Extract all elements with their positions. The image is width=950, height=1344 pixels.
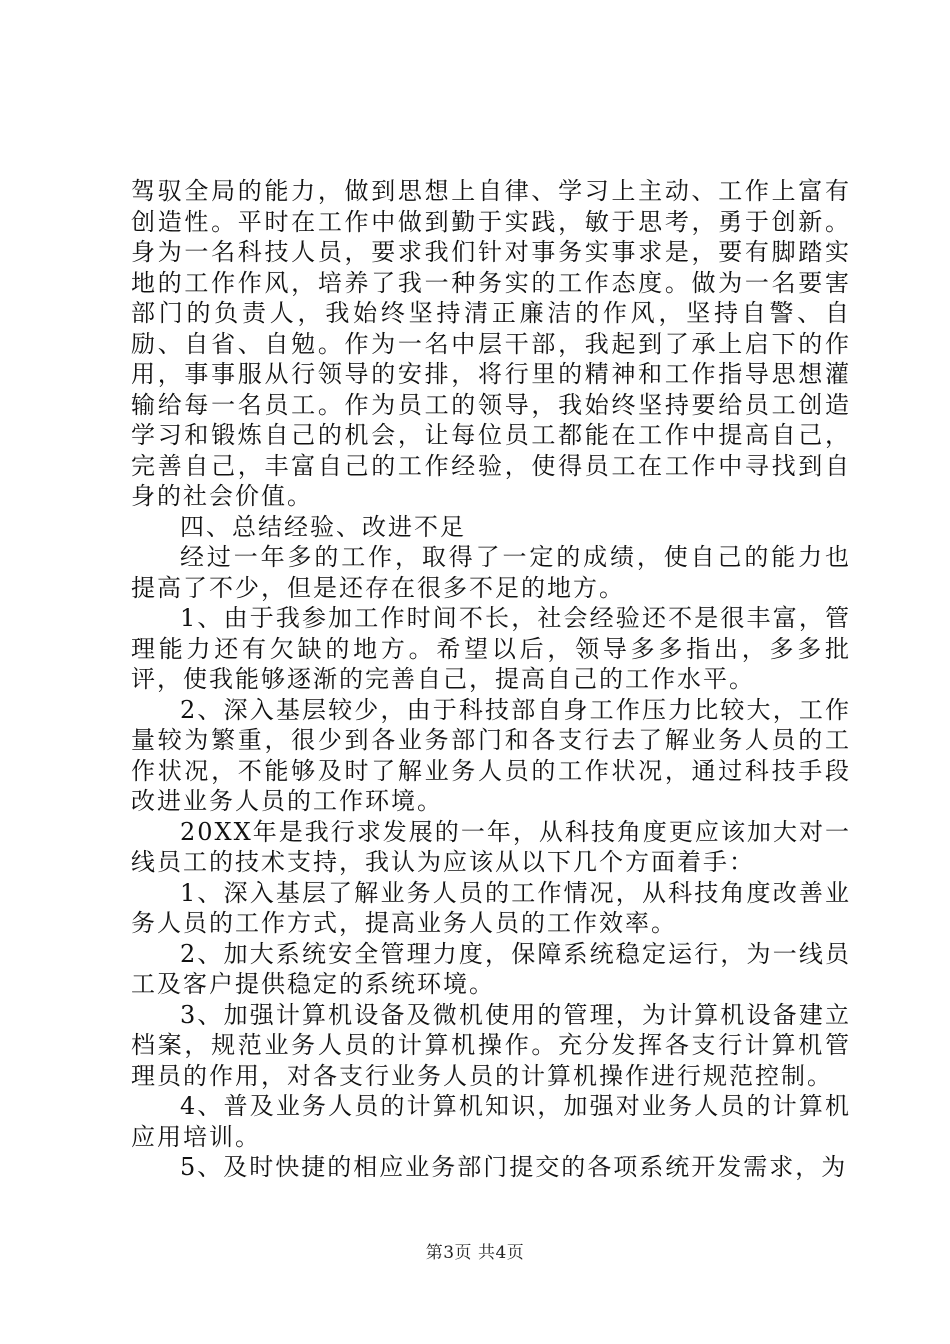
paragraph: 经过一年多的工作，取得了一定的成绩，使自己的能力也提高了不少，但是还存在很多不足的地方。 [131,543,851,602]
list-item: 3、加强计算机设备及微机使用的管理，为计算机设备建立档案，规范业务人员的计算机操作。充分发挥各支行计算机管理员的作用，对各支行业务人员的计算机操作进行规范控制。 [131,1000,851,1090]
list-item: 1、深入基层了解业务人员的工作情况，从科技角度改善业务人员的工作方式，提高业务人员的工作效率。 [131,878,851,937]
page-number: 第3页 共4页 [425,1243,525,1263]
list-item: 4、普及业务人员的计算机知识，加强对业务人员的计算机应用培训。 [131,1092,851,1151]
list-item: 1、由于我参加工作时间不长，社会经验还不是很丰富，管理能力还有欠缺的地方。希望以后，领导多多指出，多多批评，使我能够逐渐的完善自己，提高自己的工作水平。 [131,604,851,693]
list-item: 5、及时快捷的相应业务部门提交的各项系统开发需求，为 [180,1153,848,1181]
section-heading: 四、总结经验、改进不足 [180,512,466,541]
document-body [131,176,851,1183]
page-footer [0,1243,950,1263]
paragraph-continued: 驾驭全局的能力，做到思想上自律、学习上主动、工作上富有创造性。平时在工作中做到勤于实践，敏于思考，勇于创新。身为一名科技人员，要求我们针对事务实事求是，要有脚踏实地的工作作风，培养了我一种务实的工作态度。做为一名要害部门的负责人，我始终坚持清正廉洁的作风，坚持自警、自励、自省、自勉。作为一名中层干部，我起到了承上启下的作用，事事服从行领导的安排，将行里的精神和工作指导思想灌输给每一名员工。作为员工的领导，我始终坚持要给员工创造学习和锻炼自己的机会，让每位员工都能在工作中提高自己，完善自己，丰富自己的工作经验，使得员工在工作中寻找到自身的社会价值。 [131,177,851,510]
list-item: 2、加大系统安全管理力度，保障系统稳定运行，为一线员工及客户提供稳定的系统环境。 [131,939,851,998]
paragraph: 20XX年是我行求发展的一年，从科技角度更应该加大对一线员工的技术支持，我认为应该从以下几个方面着手： [131,817,851,876]
list-item: 2、深入基层较少，由于科技部自身工作压力比较大，工作量较为繁重，很少到各业务部门和各支行去了解业务人员的工作状况，不能够及时了解业务人员的工作状况，通过科技手段改进业务人员的工作环境。 [131,695,851,815]
